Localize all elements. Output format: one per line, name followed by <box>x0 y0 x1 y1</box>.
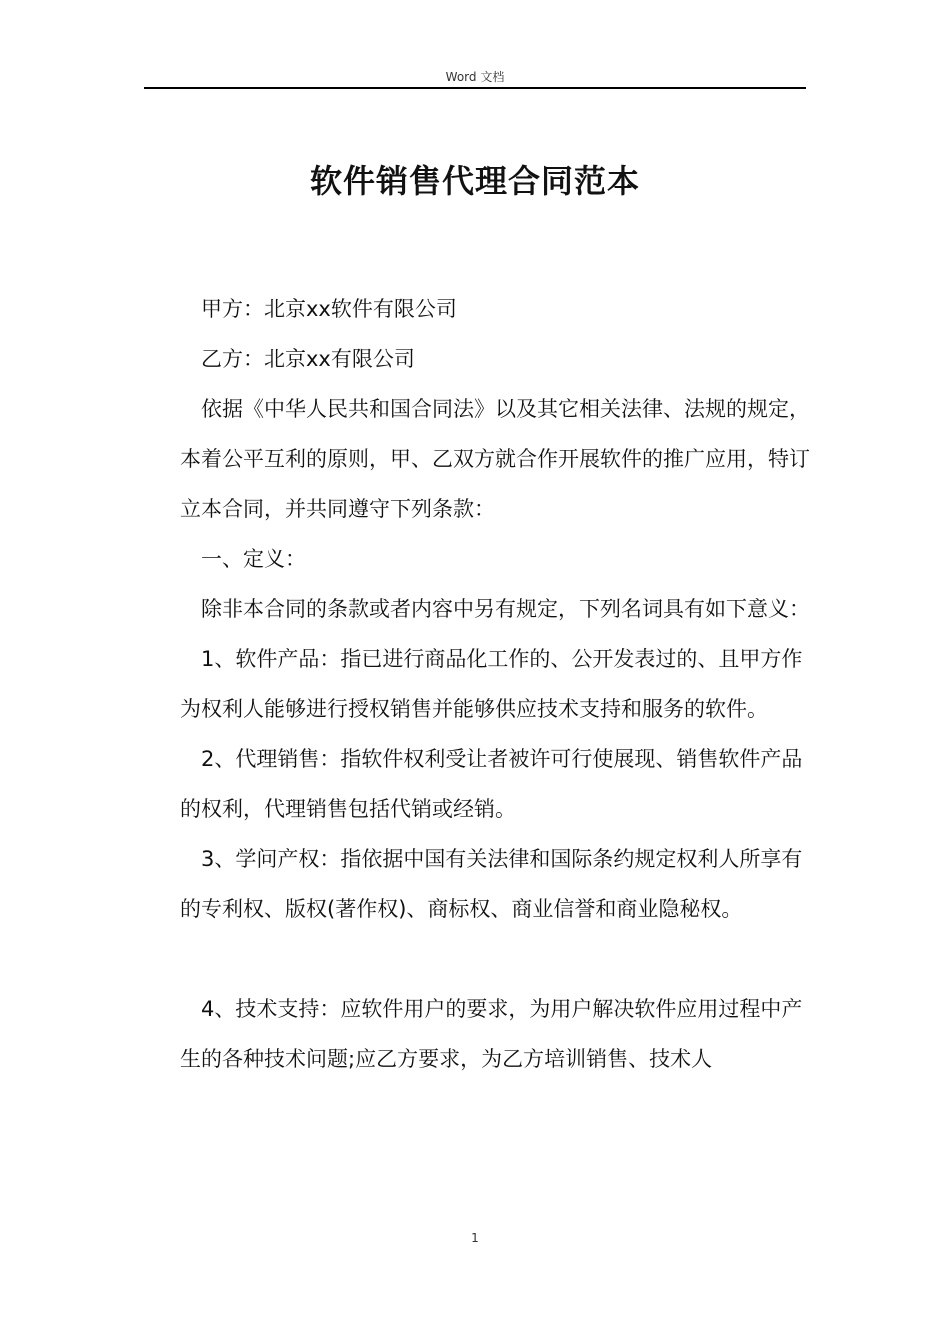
definition-intellectual-property: 3、学问产权：指依据中国有关法律和国际条约规定权利人所享有的专利权、版权(著作权)、商标权、商业信誉和商业隐秘权。 <box>180 847 803 921</box>
page-header-label: Word 文档 <box>445 70 505 84</box>
definition-software-product: 1、软件产品：指已进行商品化工作的、公开发表过的、且甲方作为权利人能够进行授权销售并能够供应技术支持和服务的软件。 <box>180 647 803 721</box>
definition-agency-sales: 2、代理销售：指软件权利受让者被许可行使展现、销售软件产品的权利，代理销售包括代销或经销。 <box>180 747 803 821</box>
party-b-line: 乙方：北京xx有限公司 <box>201 347 415 371</box>
definitions-intro-paragraph: 除非本合同的条款或者内容中另有规定，下列名词具有如下意义： <box>201 597 810 621</box>
preamble-paragraph: 依据《中华人民共和国合同法》以及其它相关法律、法规的规定，本着公平互利的原则，甲、乙双方就合作开展软件的推广应用，特订立本合同，并共同遵守下列条款： <box>180 397 810 521</box>
document-title: 软件销售代理合同范本 <box>309 162 640 200</box>
definition-technical-support: 4、技术支持：应软件用户的要求，为用户解决软件应用过程中产生的各种技术问题;应乙方要求，为乙方培训销售、技术人 <box>180 997 803 1071</box>
header-divider <box>144 87 806 89</box>
party-a-line: 甲方：北京xx软件有限公司 <box>201 297 457 321</box>
section-heading-definitions: 一、定义： <box>201 547 306 571</box>
document-body <box>180 284 810 1084</box>
page-number: 1 <box>471 1231 479 1245</box>
